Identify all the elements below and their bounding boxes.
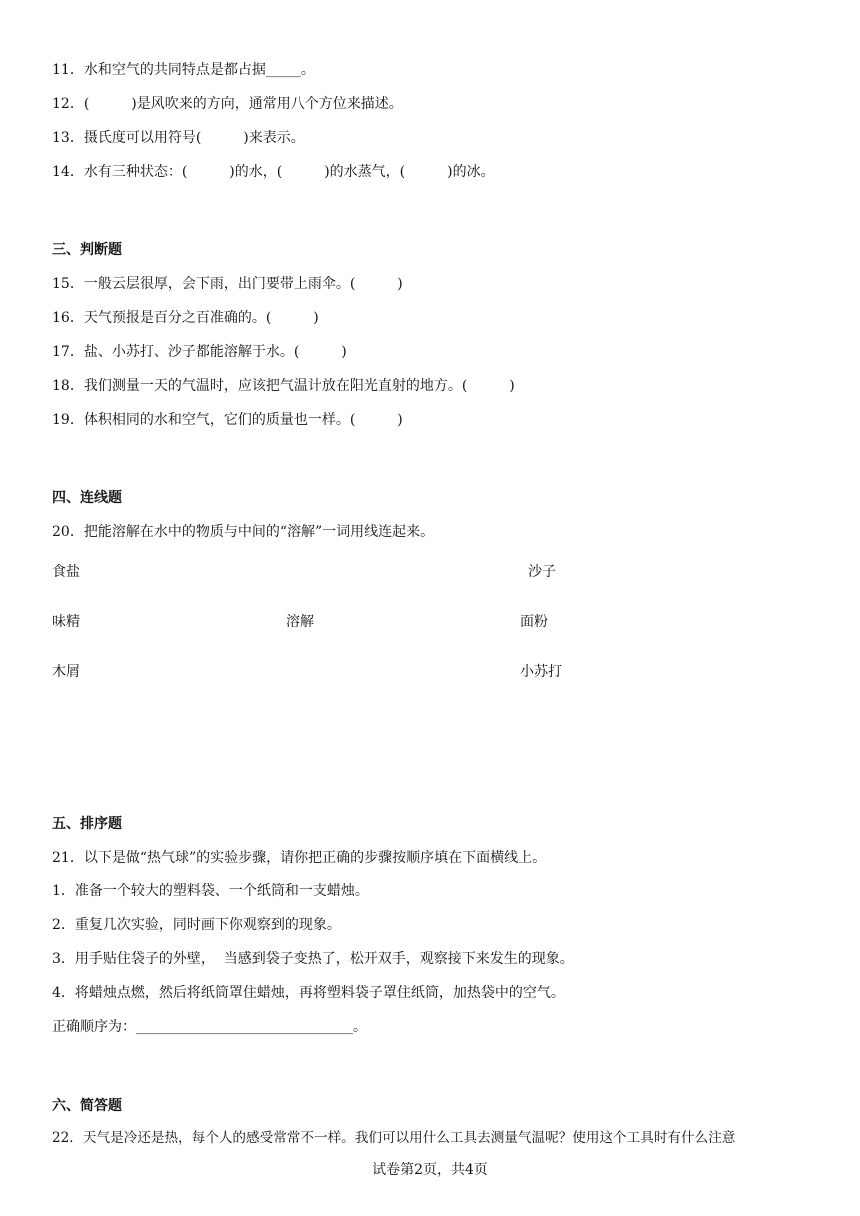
question-18: 18．我们测量一天的气温时，应该把气温计放在阳光直射的地方。( )	[52, 378, 515, 394]
question-13: 13．摄氏度可以用符号( )来表示。	[52, 130, 305, 146]
question-16: 16．天气预报是百分之百准确的。( )	[52, 310, 319, 326]
question-22: 22．天气是冷还是热，每个人的感受常常不一样。我们可以用什么工具去测量气温呢？使用这个工具时有什么注意	[52, 1130, 736, 1146]
question-14: 14．水有三种状态：( )的水，( )的水蒸气，( )的冰。	[52, 164, 495, 180]
left-item-msg: 味精	[52, 614, 80, 630]
section-heading-short-answer: 六、简答题	[52, 1098, 122, 1114]
step-2: 2．重复几次实验，同时画下你观察到的现象。	[52, 917, 341, 933]
left-item-salt: 食盐	[52, 564, 80, 580]
question-20: 20．把能溶解在水中的物质与中间的“溶解”一词用线连起来。	[52, 524, 435, 540]
question-17: 17．盐、小苏打、沙子都能溶解于水。( )	[52, 344, 347, 360]
answer-line: 正确顺序为：_______________________________。	[52, 1019, 367, 1035]
question-12: 12．( )是风吹来的方向，通常用八个方位来描述。	[52, 96, 403, 112]
right-item-baking-soda: 小苏打	[520, 664, 562, 680]
question-11: 11．水和空气的共同特点是都占据_____。	[52, 62, 315, 78]
step-1: 1．准备一个较大的塑料袋、一个纸筒和一支蜡烛。	[52, 883, 369, 899]
section-heading-ordering: 五、排序题	[52, 816, 122, 832]
section-heading-matching: 四、连线题	[52, 490, 122, 506]
middle-item-dissolve: 溶解	[286, 614, 314, 630]
section-heading-judgment: 三、判断题	[52, 242, 122, 258]
page-footer: 试卷第2页，共4页	[372, 1162, 488, 1178]
question-15: 15．一般云层很厚，会下雨，出门要带上雨伞。( )	[52, 276, 403, 292]
right-item-flour: 面粉	[520, 614, 548, 630]
step-4: 4．将蜡烛点燃，然后将纸筒罩住蜡烛，再将塑料袋子罩住纸筒，加热袋中的空气。	[52, 985, 565, 1001]
left-item-sawdust: 木屑	[52, 664, 80, 680]
question-19: 19．体积相同的水和空气，它们的质量也一样。( )	[52, 412, 403, 428]
right-item-sand: 沙子	[528, 564, 556, 580]
step-3: 3．用手贴住袋子的外壁， 当感到袋子变热了，松开双手，观察接下来发生的现象。	[52, 951, 574, 967]
question-21: 21．以下是做“热气球”的实验步骤，请你把正确的步骤按顺序填在下面横线上。	[52, 850, 547, 866]
